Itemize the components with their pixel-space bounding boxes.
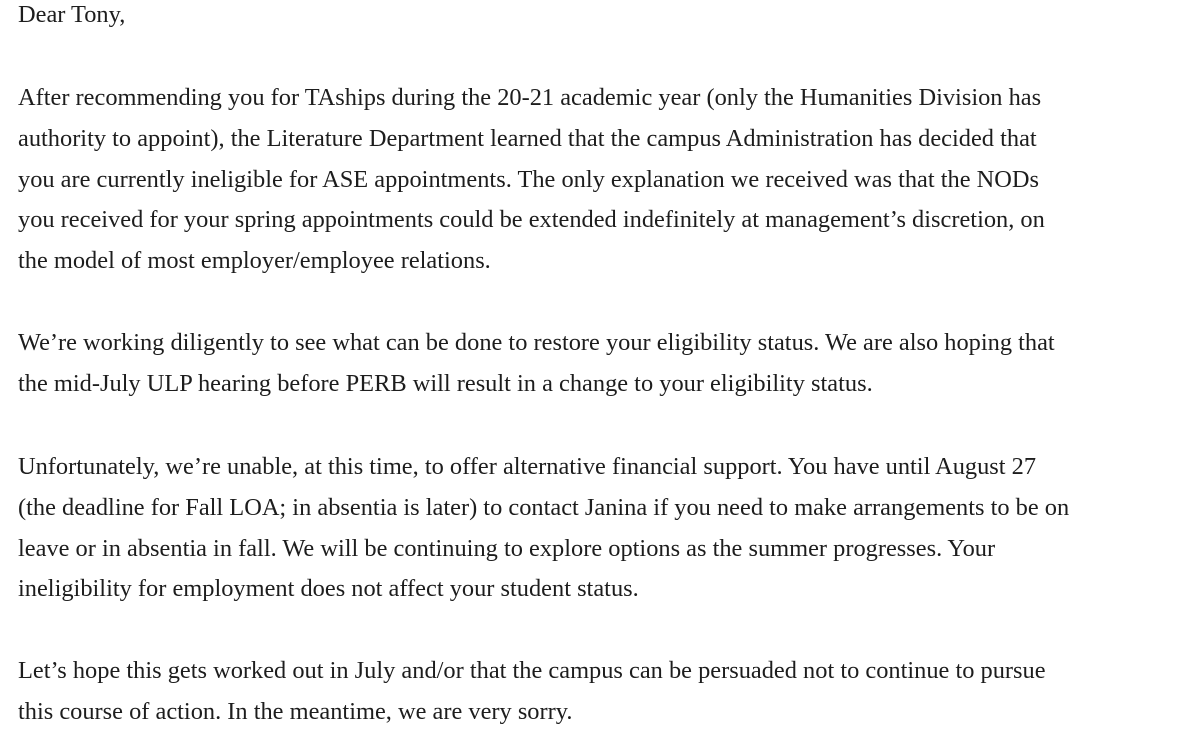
paragraph-line: you are currently ineligible for ASE appointments. The only explanation we received was that the NODs [18,165,1039,193]
greeting: Dear Tony, [18,1,126,28]
paragraph-financial-support [18,447,1069,610]
paragraph-line: Let’s hope this gets worked out in July and/or that the campus can be persuaded not to continue to pursue [18,657,1046,684]
paragraph-line: authority to appoint), the Literature Department learned that the campus Administration has decided that [18,124,1037,152]
paragraph-restore-status [18,323,1055,405]
paragraph-line: the model of most employer/employee relations. [18,247,491,275]
paragraph-line: ineligibility for employment does not affect your student status. [18,575,639,603]
paragraph-line: (the deadline for Fall LOA; in absentia is later) to contact Janina if you need to make arrangements to be on [18,493,1070,521]
paragraph-ta-eligibility [18,78,1045,282]
paragraph-line: We’re working diligently to see what can be done to restore your eligibility status. We are also hoping that [18,329,1055,356]
paragraph-line: this course of action. In the meantime, we are very sorry. [18,697,573,725]
paragraph-closing [18,651,1046,733]
paragraph-line: leave or in absentia in fall. We will be continuing to explore options as the summer progresses. Your [18,534,996,562]
paragraph-line: After recommending you for TAships during the 20-21 academic year (only the Humanities Division has [18,84,1042,111]
paragraph-line: the mid-July ULP hearing before PERB will result in a change to your eligibility status. [18,369,873,397]
paragraph-line: Unfortunately, we’re unable, at this time, to offer alternative financial support. You have until August 27 [18,453,1037,480]
paragraph-line: you received for your spring appointments could be extended indefinitely at management’s discretion, on [18,206,1045,234]
